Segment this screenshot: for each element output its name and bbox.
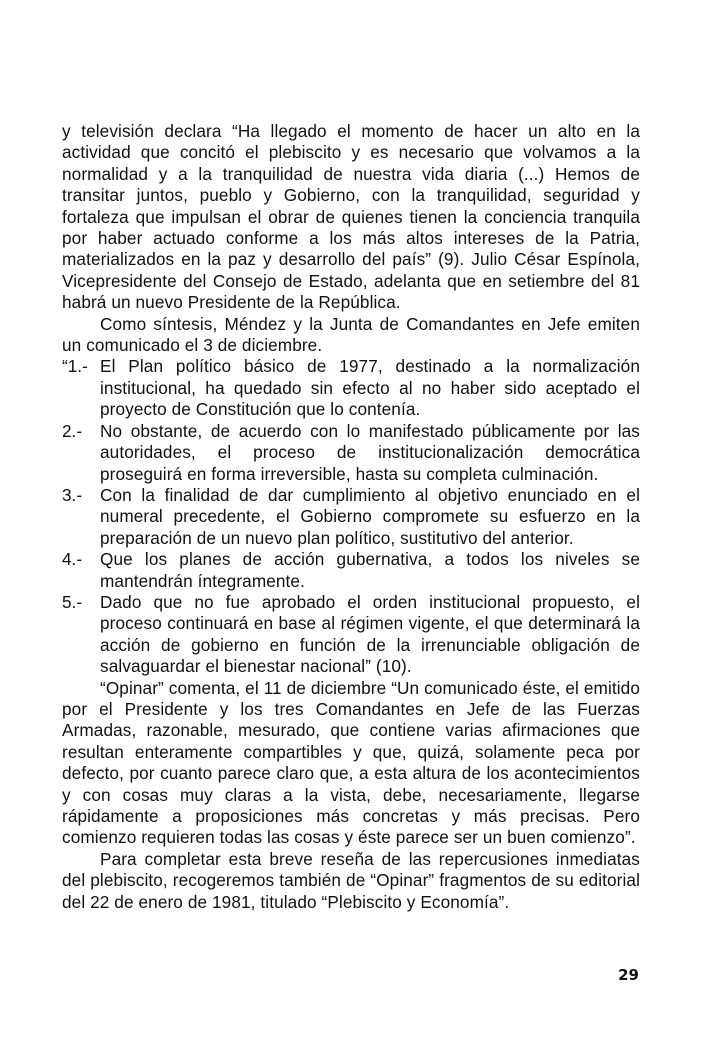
list-item bbox=[62, 485, 640, 549]
numbered-list bbox=[62, 356, 640, 677]
list-item-text: El Plan político básico de 1977, destinado a la normalización institucional, ha quedado sin efecto al no haber sido aceptado el proyecto de Constitución que lo contenía. bbox=[100, 356, 640, 420]
list-item bbox=[62, 592, 640, 678]
list-item-number: 5.- bbox=[62, 591, 83, 612]
list-item-text: Con la finalidad de dar cumplimiento al objetivo enunciado en el numeral precedente, el Gobierno compromete su esfuerzo en la preparación de un nuevo plan político, sustitutivo del anterior. bbox=[100, 484, 640, 548]
list-item-text: No obstante, de acuerdo con lo manifestado públicamente por las autoridades, el proceso de institucionalización democrática proseguirá en forma irreversible, hasta su completa culminación. bbox=[100, 420, 640, 484]
list-item-text: Dado que no fue aprobado el orden institucional propuesto, el proceso continuará en base al régimen vigente, el que determinará la acción de gobierno en función de la irrenunciable obligación de salvaguardar el bienestar nacional” (10). bbox=[100, 591, 640, 677]
page-body bbox=[62, 121, 640, 913]
list-item bbox=[62, 549, 640, 592]
list-item bbox=[62, 421, 640, 485]
paragraph-2: Como síntesis, Méndez y la Junta de Comandantes en Jefe emiten un comunicado el 3 de diciembre. bbox=[62, 313, 640, 356]
list-item bbox=[62, 356, 640, 420]
paragraph-1: y televisión declara “Ha llegado el momento de hacer un alto en la actividad que concitó el plebiscito y es necesario que volvamos a la normalidad y a la tranquilidad de nuestra vida diaria (...) Hemos de transitar juntos, pueblo y Gobierno, con la tranquilidad, seguridad y fortaleza que impulsan el obrar de quienes tienen la conciencia tranquila por haber actuado conforme a los más altos intereses de la Patria, materializados en la paz y desarrollo del país” (9). Julio César Espínola, Vicepresidente del Consejo de Estado, adelanta que en setiembre del 81 habrá un nuevo Presidente de la República. bbox=[62, 121, 640, 313]
list-item-number: “1.- bbox=[62, 356, 88, 377]
paragraph-4: Para completar esta breve reseña de las repercusiones inmediatas del plebiscito, recogeremos también de “Opinar” fragmentos de su editorial del 22 de enero de 1981, titulado “Plebiscito y Economía”. bbox=[62, 848, 640, 912]
list-item-number: 4.- bbox=[62, 549, 83, 570]
page-number: 29 bbox=[618, 966, 639, 984]
list-item-number: 3.- bbox=[62, 484, 83, 505]
list-item-text: Que los planes de acción gubernativa, a todos los niveles se mantendrán íntegramente. bbox=[100, 549, 640, 591]
list-item-number: 2.- bbox=[62, 420, 83, 441]
paragraph-3: “Opinar” comenta, el 11 de diciembre “Un comunicado éste, el emitido por el Presidente y los tres Comandantes en Jefe de las Fuerzas Armadas, razonable, mesurado, que contiene varias afirmaciones que resultan enteramente compartibles y que, quizá, solamente peca por defecto, por cuanto parece claro que, a esta altura de los acontecimientos y con cosas muy claras a la vista, debe, necesariamente, llegarse rápidamente a proposiciones más concretas y más precisas. Pero comienzo requieren todas las cosas y éste parece ser un buen comienzo”. bbox=[62, 677, 640, 848]
